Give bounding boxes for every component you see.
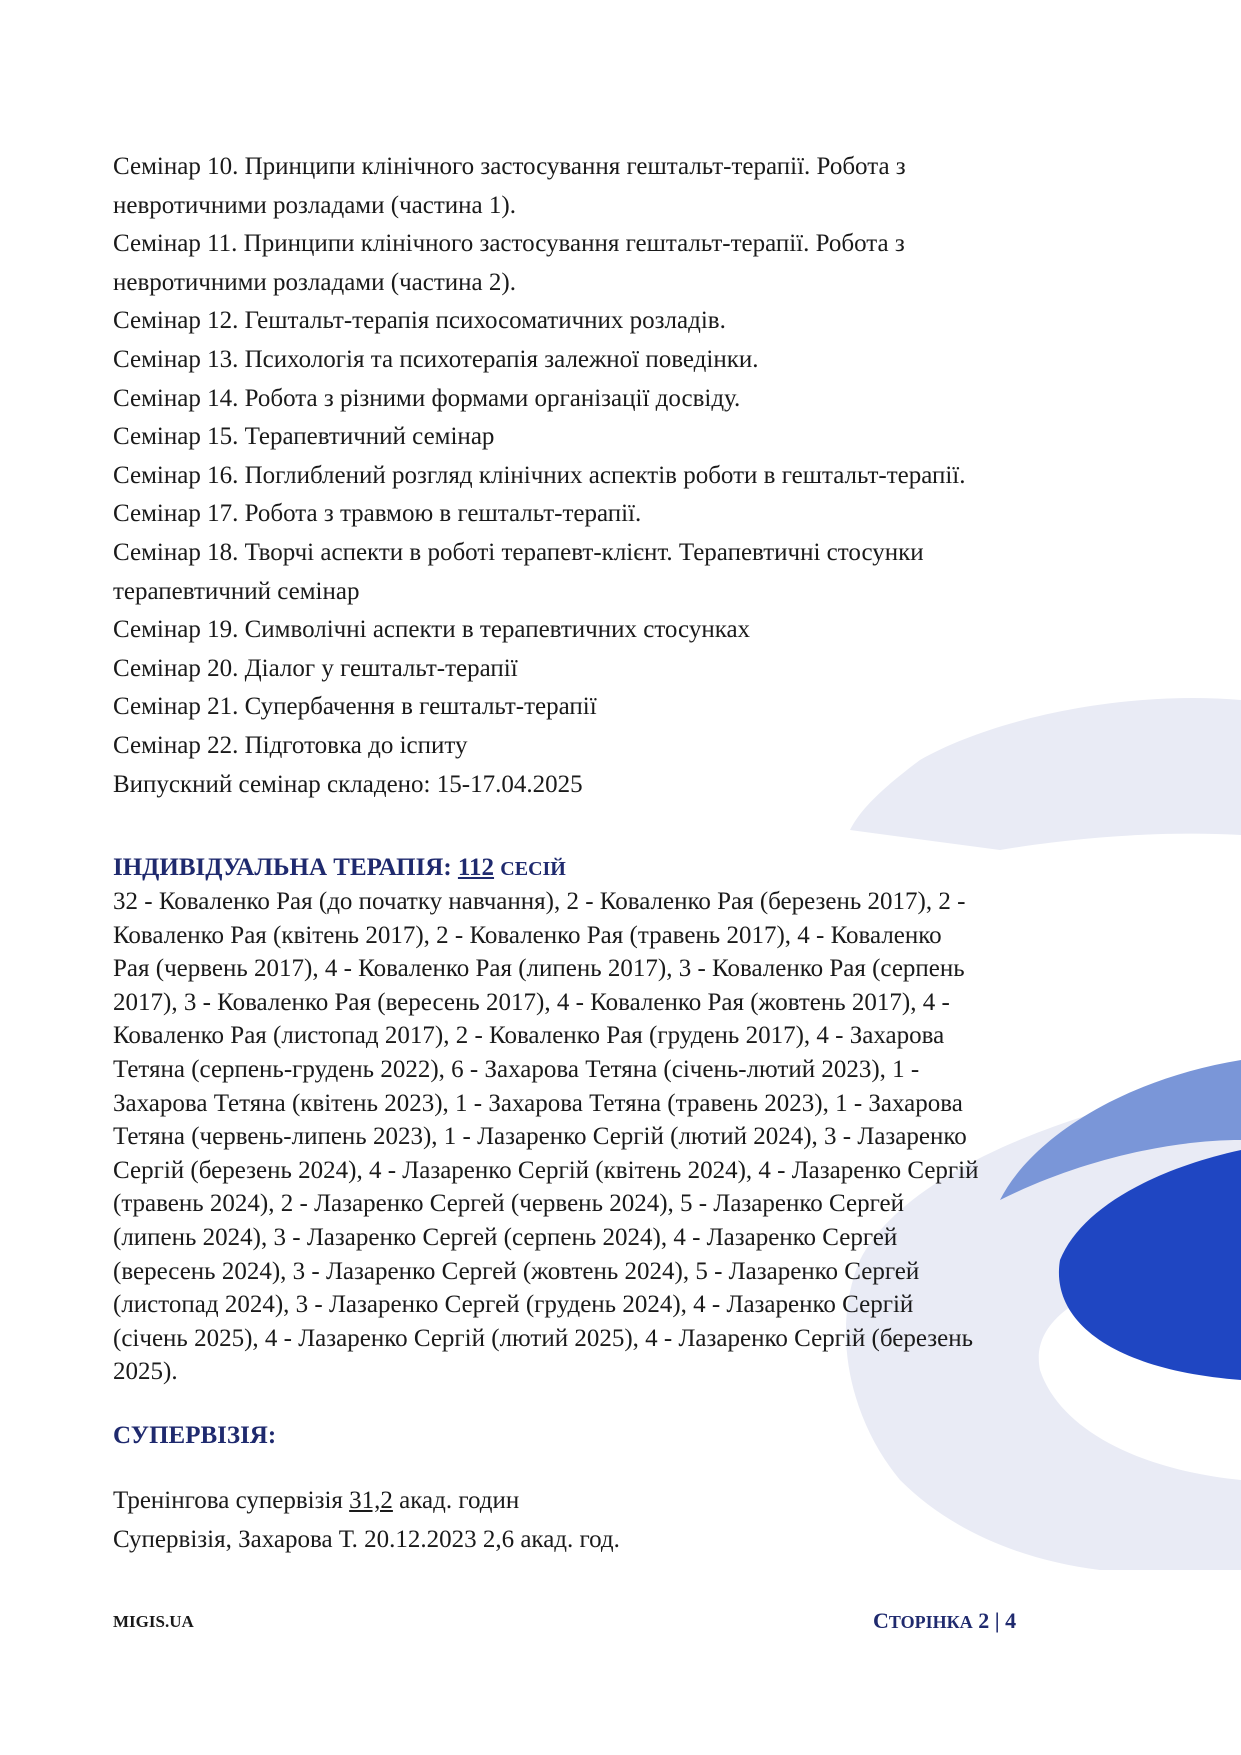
seminar-line: невротичними розладами (частина 1). [113,191,516,219]
seminar-line: Семінар 15. Терапевтичний семінар [113,423,495,451]
session-count: 112 [457,854,495,882]
supervision-heading: СУПЕРВІЗІЯ: [113,1422,277,1449]
individual-therapy-title: ІНДИВІДУАЛЬНА ТЕРАПІЯ: [113,854,452,882]
seminar-line: Семінар 17. Робота з травмою в гештальт-терапії. [113,500,642,528]
training-supervision-label: Тренінгова супервізія [113,1487,350,1514]
therapy-line: 2017), 3 - Коваленко Рая (вересень 2017), 4 - Коваленко Рая (жовтень 2017), 4 - [113,988,950,1016]
seminar-line: Семінар 11. Принципи клінічного застосування гештальт-терапії. Робота з [113,230,905,258]
therapy-line: Сергій (березень 2024), 4 - Лазаренко Сергій (квітень 2024), 4 - Лазаренко Сергій [113,1156,979,1184]
seminar-line: Семінар 18. Творчі аспекти в роботі терапевт-клієнт. Терапевтичні стосунки [113,538,924,566]
therapy-line: (травень 2024), 2 - Лазаренко Сергей (червень 2024), 5 - Лазаренко Сергей [113,1190,904,1218]
total-pages: 4 [1005,1608,1017,1633]
footer-page-number [873,1608,1016,1634]
graduation-seminar-line: Випускний семінар складено: 15-17.04.2025 [113,770,583,798]
seminar-line: Семінар 21. Супербачення в гештальт-терапії [113,693,597,721]
therapy-line: Тетяна (серпень-грудень 2022), 6 - Захарова Тетяна (січень-лютий 2023), 1 - [113,1056,920,1084]
session-unit: СЕСІЙ [500,858,566,881]
footer-site: MIGIS.UA [113,1612,194,1631]
therapy-line: 2025). [113,1358,178,1386]
therapy-line: Коваленко Рая (листопад 2017), 2 - Коваленко Рая (грудень 2017), 4 - Захарова [113,1022,945,1050]
seminar-line: Семінар 12. Гештальт-терапія психосоматичних розладів. [113,307,726,335]
current-page: 2 [978,1608,990,1633]
therapy-line: Рая (червень 2017), 4 - Коваленко Рая (липень 2017), 3 - Коваленко Рая (серпень [113,955,965,983]
seminar-line: Семінар 19. Символічні аспекти в терапевтичних стосунках [113,616,751,644]
therapy-line: Тетяна (червень-липень 2023), 1 - Лазаренко Сергій (лютий 2024), 3 - Лазаренко [113,1123,967,1151]
training-supervision-hours: 31,2 [349,1487,393,1514]
page-separator: | [994,1608,1000,1633]
individual-therapy-text [113,885,1133,1389]
therapy-line: Захарова Тетяна (квітень 2023), 1 - Захарова Тетяна (травень 2023), 1 - Захарова [113,1089,963,1117]
seminar-line: Семінар 10. Принципи клінічного застосування гештальт-терапії. Робота з [113,153,906,180]
therapy-line: 32 - Коваленко Рая (до початку навчання), 2 - Коваленко Рая (березень 2017), 2 - [113,888,966,916]
seminar-line: невротичними розладами (частина 2). [113,268,516,296]
supervision-text [113,1482,1133,1559]
page-label-rest: ТОРІНКА [888,1612,973,1632]
seminar-line: Семінар 20. Діалог у гештальт-терапії [113,654,518,682]
page-label-first: С [873,1608,889,1633]
training-supervision-line [113,1482,1133,1521]
therapy-line: (листопад 2024), 3 - Лазаренко Сергей (грудень 2024), 4 - Лазаренко Сергій [113,1291,914,1319]
seminar-line: Семінар 14. Робота з різними формами організації досвіду. [113,384,741,412]
therapy-line: Коваленко Рая (квітень 2017), 2 - Коваленко Рая (травень 2017), 4 - Коваленко [113,921,942,949]
document-body [113,148,1133,1559]
seminar-line: Семінар 22. Підготовка до іспиту [113,731,468,759]
therapy-line: (вересень 2024), 3 - Лазаренко Сергей (жовтень 2024), 5 - Лазаренко Сергей [113,1257,920,1285]
individual-therapy-heading [113,852,1133,885]
seminar-list [113,148,1133,804]
training-supervision-unit: акад. годин [392,1487,520,1514]
supervision-session-line: Супервізія, Захарова Т. 20.12.2023 2,6 акад. год. [113,1525,620,1553]
therapy-line: (липень 2024), 3 - Лазаренко Сергей (серпень 2024), 4 - Лазаренко Сергей [113,1224,898,1252]
seminar-line: терапевтичний семінар [113,577,360,605]
seminar-line: Семінар 13. Психологія та психотерапія залежної поведінки. [113,345,759,373]
therapy-line: (січень 2025), 4 - Лазаренко Сергій (лютий 2025), 4 - Лазаренко Сергій (березень [113,1324,973,1352]
seminar-line: Семінар 16. Поглиблений розгляд клінічних аспектів роботи в гештальт-терапії. [113,461,966,489]
